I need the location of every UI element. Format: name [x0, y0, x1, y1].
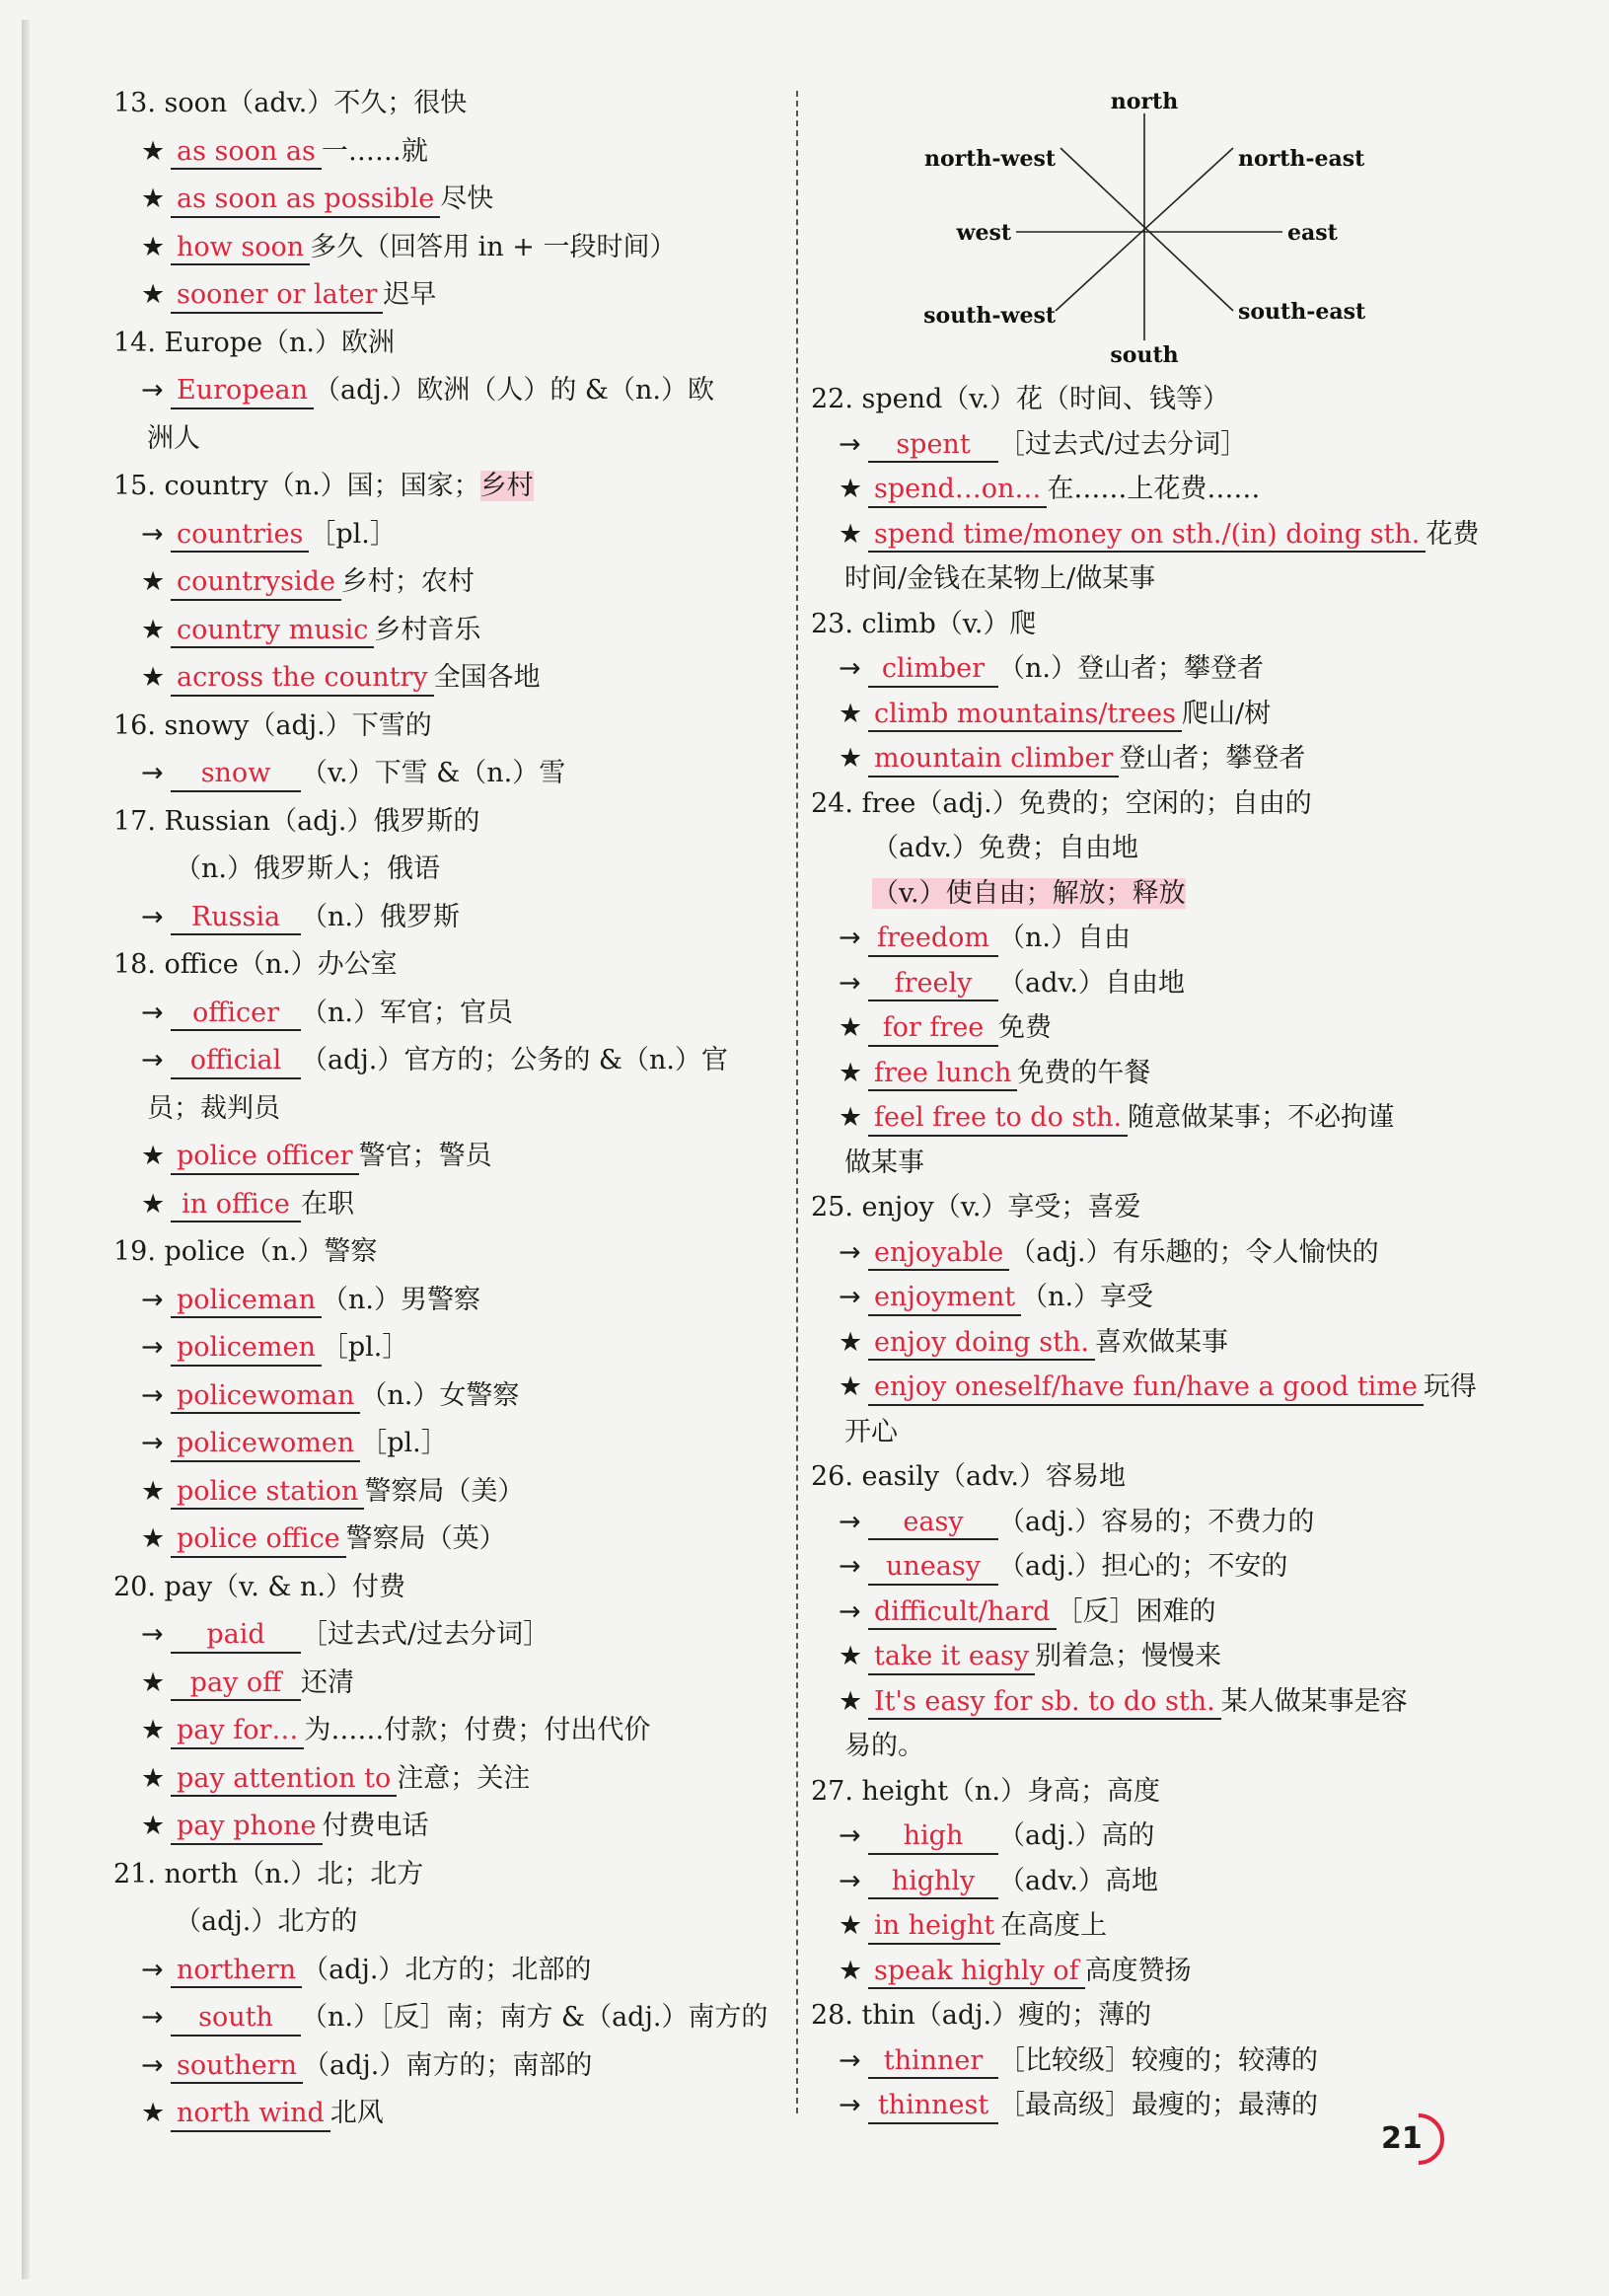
- compass-north: north: [1110, 89, 1179, 114]
- compass-north-east: north-east: [1238, 146, 1365, 172]
- arrow-icon: →: [839, 1595, 861, 1627]
- answer-blank: spend…on…: [868, 473, 1047, 508]
- definition-text: 喜欢做某事: [1094, 1326, 1228, 1358]
- arrow-icon: →: [141, 1379, 164, 1411]
- arrow-icon: →: [141, 1619, 164, 1650]
- arrow-icon: →: [839, 1820, 861, 1851]
- entry-line: [141, 1954, 591, 1989]
- answer-blank: as soon as possible: [171, 183, 440, 218]
- entry-line: [839, 2044, 1318, 2080]
- definition-text: 免费的午餐: [1017, 1057, 1151, 1088]
- entry-head: [811, 1191, 1140, 1224]
- arrow-icon: →: [141, 1954, 164, 1985]
- entry-line: [839, 1955, 1192, 1990]
- star-icon: ★: [839, 474, 863, 504]
- arrow-icon: →: [141, 375, 164, 406]
- entry-line: [839, 1370, 1477, 1406]
- entry-line: [839, 1236, 1379, 1272]
- definition-text: ［比较级］较瘦的；较薄的: [998, 2044, 1318, 2076]
- definition-text: 高度赞扬: [1084, 1955, 1192, 1986]
- definition-text: 多久（回答用 in + 一段时间）: [310, 231, 677, 262]
- answer-blank: snow: [171, 757, 301, 792]
- entry-line: [141, 1762, 530, 1798]
- entry-head-text: 15. country（n.）国；国家；: [113, 471, 480, 501]
- arrow-icon: →: [839, 1865, 861, 1896]
- definition-text: （adj.）容易的；不费力的: [998, 1506, 1315, 1537]
- entry-line: [839, 1057, 1150, 1092]
- entry-head: [113, 87, 467, 120]
- answer-blank: sooner or later: [171, 278, 383, 314]
- star-icon: ★: [141, 1666, 166, 1698]
- entry-line: [141, 614, 480, 649]
- answer-blank: easy: [868, 1506, 998, 1541]
- answer-blank: for free: [868, 1011, 998, 1047]
- arrow-icon: →: [141, 758, 164, 788]
- arrow-icon: →: [141, 901, 164, 932]
- entry-line: [141, 518, 397, 554]
- page-number-arc: [1413, 2111, 1452, 2167]
- answer-blank: mountain climber: [868, 742, 1119, 778]
- definition-text: 尽快: [440, 184, 494, 214]
- entry-head-text: 19. police（n.）警察: [113, 1236, 378, 1267]
- entry-line: [141, 1810, 429, 1845]
- answer-blank: northern: [171, 1954, 302, 1989]
- definition-text: ［pl.］: [321, 1332, 409, 1363]
- entry-line: [141, 1188, 354, 1223]
- definition-text: 某人做某事是容: [1220, 1685, 1408, 1717]
- entry-line: [839, 1909, 1107, 1945]
- definition-text: 还清: [301, 1666, 354, 1698]
- answer-blank: policewoman: [171, 1379, 360, 1415]
- entry-head: [811, 1460, 1126, 1494]
- star-icon: ★: [141, 1715, 166, 1745]
- continuation-text: 易的。: [844, 1731, 924, 1761]
- entry-line: [844, 1730, 924, 1763]
- answer-blank: as soon as: [171, 135, 322, 171]
- entry-line: [141, 231, 677, 266]
- entry-head-text: 16. snowy（adj.）下雪的: [113, 709, 432, 741]
- definition-text: （adj.）担心的；不安的: [998, 1551, 1288, 1582]
- answer-blank: thinner: [868, 2044, 998, 2080]
- definition-text: （adv.）高地: [998, 1865, 1159, 1896]
- compass-west: west: [956, 220, 1011, 246]
- arrow-icon: →: [141, 1332, 164, 1363]
- star-icon: ★: [141, 279, 166, 310]
- entry-line: [147, 1092, 280, 1126]
- definition-text: 随意做某事；不必拘谨: [1128, 1102, 1395, 1133]
- definition-text: ［反］困难的: [1056, 1595, 1216, 1627]
- arrow-icon: →: [141, 1045, 164, 1075]
- star-icon: ★: [839, 743, 863, 774]
- entry-head-text: 25. enjoy（v.）享受；喜爱: [811, 1192, 1141, 1222]
- answer-blank: spend time/money on sth./(in) doing sth.: [868, 518, 1426, 554]
- entry-head: [811, 1999, 1151, 2033]
- entry-head: [811, 608, 1036, 641]
- entry-line: [839, 1326, 1228, 1362]
- definition-text: 免费: [998, 1012, 1052, 1043]
- answer-blank: how soon: [171, 231, 310, 266]
- answer-blank: countries: [171, 518, 309, 554]
- definition-text: 乡村音乐: [374, 614, 481, 645]
- definition-text: （n.）女警察: [360, 1379, 520, 1411]
- entry-line: [839, 652, 1264, 688]
- entry-head: [113, 1571, 405, 1604]
- continuation-text: 洲人: [147, 422, 200, 454]
- entry-line: [839, 967, 1185, 1002]
- entry-line: [839, 1281, 1153, 1316]
- definition-text: 在……上花费……: [1047, 474, 1261, 504]
- definition-text: ［过去式/过去分词］: [301, 1619, 550, 1650]
- definition-text: ［过去式/过去分词］: [998, 428, 1248, 460]
- sub-definition: （adj.）北方的: [175, 1906, 358, 1937]
- entry-head-text: 27. height（n.）身高；高度: [811, 1775, 1161, 1807]
- star-icon: ★: [141, 2098, 166, 2128]
- arrow-icon: →: [141, 2002, 164, 2033]
- entry-line: [141, 565, 475, 601]
- entry-head: [113, 948, 398, 982]
- arrow-icon: →: [839, 2044, 861, 2076]
- answer-blank: policewomen: [171, 1427, 360, 1462]
- compass-east: east: [1287, 220, 1338, 246]
- entry-line: [839, 742, 1305, 778]
- star-icon: ★: [839, 518, 863, 550]
- star-icon: ★: [839, 1955, 863, 1986]
- definition-text: 登山者；攀登者: [1119, 743, 1306, 774]
- entry-line: [872, 877, 1186, 911]
- entry-line: [844, 1416, 898, 1449]
- star-icon: ★: [141, 662, 166, 693]
- arrow-icon: →: [141, 2049, 164, 2081]
- entry-head: [811, 787, 1312, 821]
- definition-text: （n.）男警察: [322, 1284, 480, 1315]
- entry-head-text: 21. north（n.）北；北方: [113, 1858, 424, 1889]
- entry-line: [872, 832, 1138, 865]
- definition-text: （n.）自由: [998, 923, 1131, 953]
- entry-line: [141, 1140, 492, 1175]
- answer-blank: enjoy oneself/have fun/have a good time: [868, 1370, 1424, 1406]
- answer-blank: pay off: [171, 1666, 301, 1702]
- star-icon: ★: [839, 1910, 863, 1941]
- star-icon: ★: [839, 1641, 863, 1671]
- entry-line: [141, 183, 493, 218]
- definition-text: 付费电话: [322, 1811, 429, 1841]
- arrow-icon: →: [141, 997, 164, 1028]
- star-icon: ★: [839, 1326, 863, 1358]
- entry-line: [839, 1685, 1408, 1721]
- definition-text: 全国各地: [433, 662, 541, 693]
- arrow-icon: →: [839, 653, 861, 684]
- answer-blank: pay phone: [171, 1810, 323, 1845]
- entry-line: [839, 1819, 1154, 1855]
- answer-blank: thinnest: [868, 2089, 998, 2124]
- entry-line: [141, 1284, 480, 1319]
- entry-line: [141, 1427, 448, 1462]
- entry-head: [113, 327, 395, 360]
- entry-head-text: 28. thin（adj.）瘦的；薄的: [811, 2000, 1152, 2031]
- answer-blank: in height: [868, 1909, 1000, 1945]
- answer-blank: police office: [171, 1522, 346, 1558]
- entry-line: [839, 1011, 1052, 1047]
- entry-line: [839, 1506, 1314, 1541]
- definition-text: （n.）享受: [1021, 1282, 1154, 1312]
- definition-text: 警察局（英）: [345, 1523, 506, 1554]
- answer-blank: enjoyable: [868, 1236, 1009, 1272]
- entry-head-text: 26. easily（adv.）容易地: [811, 1461, 1126, 1492]
- continuation-text: 时间/金钱在某物上/做某事: [844, 563, 1156, 594]
- compass-south-east: south-east: [1238, 299, 1366, 325]
- entry-head: [113, 1235, 377, 1269]
- star-icon: ★: [141, 1762, 166, 1794]
- entry-line: [141, 1475, 524, 1511]
- arrow-icon: →: [839, 1506, 861, 1537]
- definition-text: （adj.）高的: [998, 1820, 1155, 1851]
- entry-line: [141, 901, 460, 936]
- entry-line: [141, 374, 714, 409]
- entry-line: [147, 422, 200, 456]
- star-icon: ★: [839, 1371, 863, 1402]
- entry-line: [141, 2049, 592, 2085]
- definition-text: （adj.）北方的；北部的: [302, 1954, 592, 1985]
- answer-blank: feel free to do sth.: [868, 1101, 1128, 1137]
- entry-line: [839, 922, 1131, 957]
- star-icon: ★: [141, 184, 166, 214]
- answer-blank: police officer: [171, 1140, 359, 1175]
- answer-blank: country music: [171, 614, 374, 649]
- answer-blank: police station: [171, 1475, 364, 1511]
- definition-text: 警官；警员: [358, 1141, 492, 1171]
- definition-text: ［pl.］: [360, 1428, 448, 1458]
- entry-head-text: 14. Europe（n.）欧洲: [113, 327, 396, 358]
- entry-head: [113, 709, 432, 743]
- answer-blank: paid: [171, 1618, 301, 1654]
- entry-line: [839, 1865, 1158, 1900]
- answer-blank: high: [868, 1819, 998, 1855]
- entry-head-text: 23. climb（v.）爬: [811, 608, 1037, 639]
- definition-text: （adj.）欧洲（人）的 &（n.）欧: [314, 375, 714, 406]
- answer-blank: freedom: [868, 922, 998, 957]
- definition-text: （adj.）官方的；公务的 &（n.）官: [301, 1045, 728, 1075]
- entry-head: [113, 1858, 423, 1891]
- arrow-icon: →: [839, 1282, 861, 1312]
- star-icon: ★: [839, 1102, 863, 1133]
- entry-line: [141, 1522, 506, 1558]
- entry-head-text: 17. Russian（adj.）俄罗斯的: [113, 805, 480, 837]
- entry-line: [141, 1331, 408, 1367]
- answer-blank: enjoyment: [868, 1281, 1021, 1316]
- sub-definition: （n.）俄罗斯人；俄语: [175, 853, 440, 884]
- entry-head-text: 20. pay（v. & n.）付费: [113, 1571, 405, 1602]
- entry-head-text: 18. office（n.）办公室: [113, 949, 398, 980]
- definition-text: ［pl.］: [309, 518, 397, 550]
- entry-line: [141, 997, 513, 1032]
- answer-blank: freely: [868, 967, 998, 1002]
- star-icon: ★: [141, 1811, 166, 1841]
- entry-line: [839, 1640, 1221, 1675]
- entry-head: [811, 383, 1229, 416]
- entry-line: [844, 562, 1155, 596]
- entry-head-text: 13. soon（adv.）不久；很快: [113, 88, 468, 118]
- entry-head-text: 24. free（adj.）免费的；空闲的；自由的: [811, 787, 1312, 819]
- answer-blank: official: [171, 1044, 301, 1079]
- entry-line: [839, 518, 1479, 554]
- arrow-icon: →: [141, 1428, 164, 1458]
- answer-blank: in office: [171, 1188, 301, 1223]
- entry-line: [141, 2001, 768, 2037]
- answer-blank: across the country: [171, 661, 434, 697]
- page-edge: [22, 20, 30, 2279]
- definition-text: 玩得: [1423, 1371, 1477, 1402]
- answer-blank: enjoy doing sth.: [868, 1326, 1095, 1362]
- arrow-icon: →: [839, 967, 861, 999]
- answer-blank: spent: [868, 428, 998, 464]
- entry-line: [839, 473, 1260, 508]
- compass-north-west: north-west: [923, 146, 1056, 172]
- compass-south: south: [1110, 342, 1179, 368]
- definition-text: 一……就: [321, 135, 428, 167]
- star-icon: ★: [141, 1475, 166, 1507]
- entry-head-text: 22. spend（v.）花（时间、钱等）: [811, 384, 1229, 414]
- answer-blank: difficult/hard: [868, 1595, 1057, 1631]
- answer-blank: north wind: [171, 2097, 330, 2132]
- answer-blank: pay for…: [171, 1714, 304, 1749]
- definition-text: 别着急；慢慢来: [1035, 1641, 1222, 1671]
- column-divider: [796, 91, 798, 2113]
- definition-text: 在职: [301, 1188, 354, 1220]
- star-icon: ★: [839, 1057, 863, 1088]
- star-icon: ★: [839, 1685, 863, 1717]
- entry-line: [839, 698, 1271, 733]
- definition-text: 警察局（美）: [364, 1475, 525, 1507]
- answer-blank: climb mountains/trees: [868, 698, 1182, 733]
- arrow-icon: →: [839, 1551, 861, 1582]
- arrow-icon: →: [839, 923, 861, 953]
- arrow-icon: →: [141, 518, 164, 550]
- entry-line: [844, 1147, 924, 1180]
- answer-blank: officer: [171, 997, 301, 1032]
- entry-line: [141, 1666, 354, 1702]
- entry-line: [141, 135, 428, 171]
- compass-diagram: [923, 89, 1366, 375]
- page-number: 21: [1381, 2121, 1423, 2156]
- star-icon: ★: [141, 566, 166, 597]
- entry-line: [839, 428, 1247, 464]
- definition-text: 在高度上: [1000, 1910, 1108, 1941]
- definition-text: 爬山/树: [1182, 698, 1272, 729]
- entry-line: [141, 1618, 549, 1654]
- star-icon: ★: [839, 1012, 863, 1043]
- entry-line: [839, 1101, 1394, 1137]
- entry-line: [141, 278, 436, 314]
- entry-line: [839, 1595, 1216, 1631]
- answer-blank: uneasy: [868, 1550, 998, 1586]
- compass-south-west: south-west: [923, 303, 1056, 329]
- star-icon: ★: [839, 698, 863, 729]
- sub-definition: （adv.）免费；自由地: [872, 833, 1139, 863]
- definition-text: （n.）军官；官员: [301, 997, 513, 1028]
- answer-blank: south: [171, 2001, 301, 2037]
- entry-line: [839, 1550, 1287, 1586]
- entry-head: [811, 1775, 1160, 1809]
- arrow-icon: →: [141, 1284, 164, 1315]
- star-icon: ★: [141, 135, 166, 167]
- continuation-text: 开心: [844, 1416, 898, 1447]
- continuation-text: 员；裁判员: [147, 1092, 280, 1124]
- definition-text: 为……付款；付费；付出代价: [304, 1715, 651, 1745]
- answer-blank: climber: [868, 652, 998, 688]
- definition-text: （n.）俄罗斯: [301, 901, 460, 932]
- entry-line: [141, 1379, 519, 1415]
- entry-head: [113, 805, 479, 839]
- definition-text: 花费: [1426, 518, 1480, 550]
- definition-text: （adv.）自由地: [998, 967, 1186, 999]
- definition-text: 北风: [329, 2098, 384, 2128]
- sub-definition-highlight: （v.）使自由；解放；释放: [872, 877, 1186, 909]
- entry-line: [175, 1905, 357, 1939]
- definition-text: 迟早: [383, 279, 437, 310]
- star-icon: ★: [141, 231, 166, 262]
- answer-blank: European: [171, 374, 314, 409]
- star-icon: ★: [141, 1188, 166, 1220]
- entry-head-highlight: 乡村: [479, 471, 534, 501]
- entry-head: [113, 470, 534, 503]
- entry-line: [141, 1044, 728, 1079]
- continuation-text: 做某事: [844, 1147, 924, 1178]
- answer-blank: pay attention to: [171, 1762, 397, 1798]
- definition-text: （adj.）有乐趣的；令人愉快的: [1009, 1236, 1379, 1268]
- answer-blank: free lunch: [868, 1057, 1017, 1092]
- entry-line: [141, 2097, 384, 2132]
- answer-blank: policemen: [171, 1331, 322, 1367]
- entry-line: [141, 757, 565, 792]
- entry-line: [839, 2089, 1318, 2124]
- answer-blank: It's easy for sb. to do sth.: [868, 1685, 1221, 1721]
- answer-blank: countryside: [171, 565, 341, 601]
- arrow-icon: →: [839, 1236, 861, 1268]
- star-icon: ★: [141, 1141, 166, 1171]
- definition-text: （n.）登山者；攀登者: [998, 653, 1264, 684]
- definition-text: 乡村；农村: [340, 566, 475, 597]
- definition-text: ［最高级］最瘦的；最薄的: [998, 2090, 1318, 2120]
- entry-line: [141, 661, 541, 697]
- answer-blank: southern: [171, 2049, 303, 2085]
- entry-line: [175, 852, 440, 886]
- answer-blank: speak highly of: [868, 1955, 1085, 1990]
- answer-blank: take it easy: [868, 1640, 1035, 1675]
- arrow-icon: →: [839, 428, 861, 460]
- entry-line: [141, 1714, 650, 1749]
- star-icon: ★: [141, 1523, 166, 1554]
- definition-text: （n.）［反］南；南方 &（adj.）南方的: [301, 2002, 768, 2033]
- arrow-icon: →: [839, 2090, 861, 2120]
- answer-blank: policeman: [171, 1284, 322, 1319]
- answer-blank: Russia: [171, 901, 301, 936]
- star-icon: ★: [141, 614, 166, 645]
- definition-text: （adj.）南方的；南部的: [303, 2049, 593, 2081]
- definition-text: （v.）下雪 &（n.）雪: [301, 758, 566, 788]
- definition-text: 注意；关注: [397, 1762, 531, 1794]
- answer-blank: highly: [868, 1865, 998, 1900]
